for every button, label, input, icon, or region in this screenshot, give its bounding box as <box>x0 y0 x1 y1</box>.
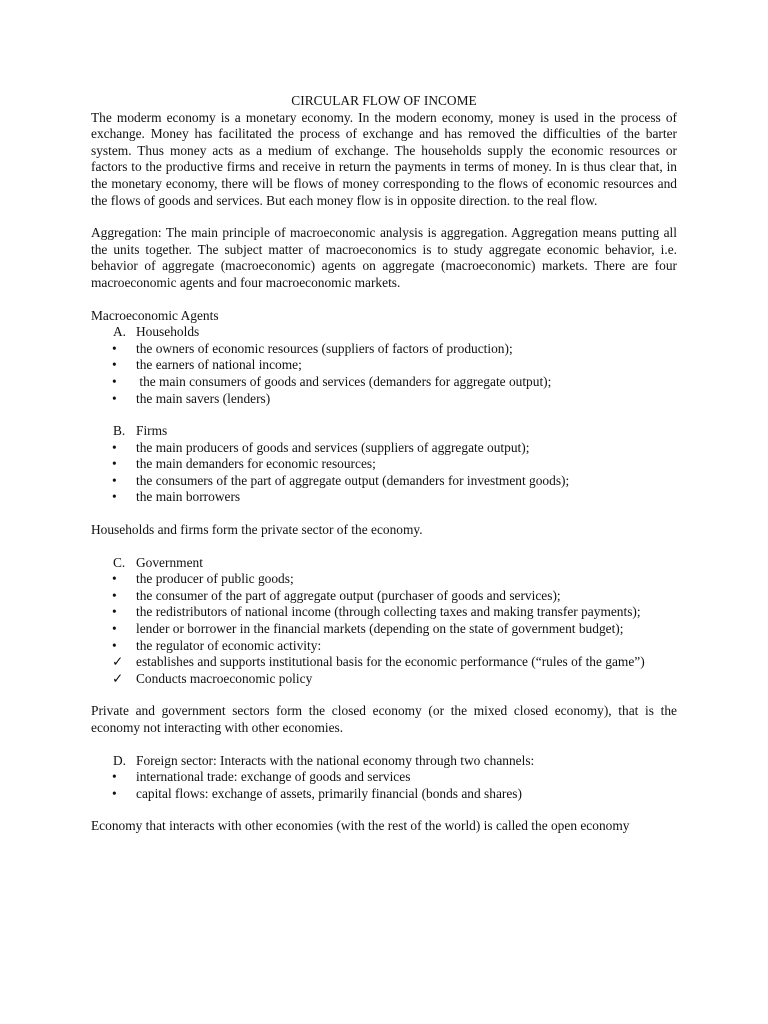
bullet-icon: • <box>112 373 117 389</box>
list-item: • the main demanders for economic resources; <box>112 456 376 472</box>
bullet-icon: • <box>112 340 117 356</box>
government-list <box>91 571 677 687</box>
government-heading <box>91 555 677 572</box>
list-item: • the main consumers of goods and services (demanders for aggregate output); <box>112 373 552 389</box>
foreign-label: Foreign sector: Interacts with the national economy through two channels: <box>136 752 535 768</box>
households-marker: A. <box>113 324 127 340</box>
list-item: • international trade: exchange of goods and services <box>112 769 411 785</box>
list-item: • lender or borrower in the financial markets (depending on the state of government budget); <box>112 621 624 637</box>
list-item: • the main savers (lenders) <box>112 390 271 406</box>
bullet-icon: • <box>112 439 117 455</box>
government-label: Government <box>136 554 203 570</box>
bullet-icon: • <box>112 604 117 620</box>
list-item: • the regulator of economic activity: <box>112 637 322 653</box>
bullet-icon: • <box>112 357 117 373</box>
foreign-list <box>91 769 677 802</box>
bullet-icon: • <box>112 621 117 637</box>
foreign-marker: D. <box>113 752 127 768</box>
list-item: • the consumer of the part of aggregate output (purchaser of goods and services); <box>112 587 561 603</box>
bullet-icon: • <box>112 472 117 488</box>
bullet-icon: • <box>112 637 117 653</box>
document-page <box>91 93 677 835</box>
list-item: • the earners of national income; <box>112 357 302 373</box>
open-economy-note: Economy that interacts with other economies (with the rest of the world) is called the open economy <box>91 818 630 834</box>
bullet-icon: • <box>112 571 117 587</box>
firms-heading <box>91 423 677 440</box>
intro-paragraph: The moderm economy is a monetary economy. In the modern economy, money is used in the process of exchange. Money has facilitated the process of exchange and has removed the difficulties of the barter system. Thus money acts as a medium of exchange. The households supply the economic resources or factors to the productive firms and receive in return the payments in terms of money. In is thus clear that, in the monetary economy, there will be flows of money corresponding to the flows of economic resources and the flows of goods and services. But each money flow is in opposite direction. to the real flow. <box>91 109 677 208</box>
households-list <box>91 341 677 407</box>
foreign-heading <box>91 753 677 770</box>
bullet-icon: • <box>112 456 117 472</box>
checkmark-icon: ✓ <box>112 654 124 670</box>
checkmark-icon: ✓ <box>112 670 124 686</box>
households-label: Households <box>136 324 200 340</box>
list-item: ✓ establishes and supports institutional basis for the economic performance (“rules of the game”) <box>112 654 645 670</box>
list-item: • the main producers of goods and services (suppliers of aggregate output); <box>112 439 530 455</box>
government-marker: C. <box>113 554 126 570</box>
aggregation-paragraph: Aggregation: The main principle of macroeconomic analysis is aggregation. Aggregation means putting all the units together. The subject matter of macroeconomics is to study aggregate economic behavior, i.e. behavior of aggregate (macroeconomic) agents on aggregate (macroeconomic) markets. There are four macroeconomic agents and four macroeconomic markets. <box>91 225 677 290</box>
list-item: • the redistributors of national income (through collecting taxes and making transfer payments); <box>112 604 641 620</box>
bullet-icon: • <box>112 489 117 505</box>
list-item: • the main borrowers <box>112 489 241 505</box>
list-item: • the owners of economic resources (suppliers of factors of production); <box>112 340 513 356</box>
list-item: • the consumers of the part of aggregate output (demanders for investment goods); <box>112 472 570 488</box>
firms-label: Firms <box>136 423 168 439</box>
bullet-icon: • <box>112 587 117 603</box>
list-item: • capital flows: exchange of assets, primarily financial (bonds and shares) <box>112 785 522 801</box>
list-item: • the producer of public goods; <box>112 571 294 587</box>
list-item: ✓ Conducts macroeconomic policy <box>112 670 313 686</box>
closed-economy-note: Private and government sectors form the closed economy (or the mixed closed economy), that is the economy not interacting with other economies. <box>91 703 677 735</box>
firms-marker: B. <box>113 423 126 439</box>
private-sector-note: Households and firms form the private sector of the economy. <box>91 522 423 538</box>
agents-heading: Macroeconomic Agents <box>91 307 219 323</box>
firms-list <box>91 440 677 506</box>
bullet-icon: • <box>112 769 117 785</box>
document-title: CIRCULAR FLOW OF INCOME <box>291 93 477 108</box>
bullet-icon: • <box>112 785 117 801</box>
bullet-icon: • <box>112 390 117 406</box>
households-heading <box>91 324 677 341</box>
